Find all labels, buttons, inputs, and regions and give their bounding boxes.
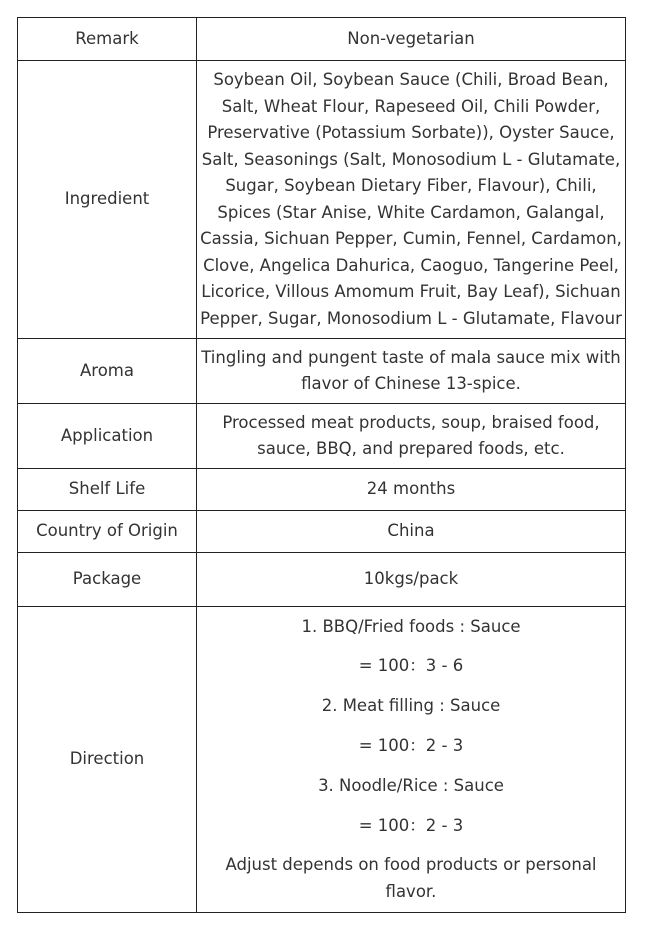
remark-label: Remark <box>18 18 197 61</box>
row-direction <box>18 607 626 913</box>
row-country-of-origin <box>18 511 626 553</box>
shelf-life-value: 24 months <box>197 469 626 511</box>
direction-line: 2. Meat filling : Sauce <box>321 696 501 716</box>
row-remark <box>18 18 626 61</box>
direction-line: = 100：2 - 3 <box>358 815 464 835</box>
application-label: Application <box>18 404 197 469</box>
application-value: Processed meat products, soup, braised food, sauce, BBQ, and prepared foods, etc. <box>197 404 626 469</box>
row-package <box>18 553 626 607</box>
aroma-label: Aroma <box>18 339 197 404</box>
direction-value <box>197 607 626 913</box>
package-value: 10kgs/pack <box>197 553 626 607</box>
direction-note: Adjust depends on food products or personal flavor. <box>225 855 597 901</box>
country-of-origin-value: China <box>197 511 626 553</box>
row-aroma <box>18 339 626 404</box>
ingredient-label: Ingredient <box>18 61 197 339</box>
direction-line: 3. Noodle/Rice : Sauce <box>318 775 504 795</box>
shelf-life-label: Shelf Life <box>18 469 197 511</box>
direction-line: = 100：2 - 3 <box>358 736 464 755</box>
row-ingredient <box>18 61 626 339</box>
remark-value: Non-vegetarian <box>197 18 626 61</box>
direction-line: 1. BBQ/Fried foods : Sauce <box>301 616 521 636</box>
row-application <box>18 404 626 469</box>
country-of-origin-label: Country of Origin <box>18 511 197 553</box>
row-shelf-life <box>18 469 626 511</box>
ingredient-value: Soybean Oil, Soybean Sauce (Chili, Broad Bean, Salt, Wheat Flour, Rapeseed Oil, Chili Powder, Preservative (Potassium Sorbate)), Oyster Sauce, Salt, Seasonings (Salt, Monosodium L - Glutamate, Sugar, Soybean Dietary Fiber, Flavour), Chili, Spices (Star Anise, White Cardamon, Galangal, Cassia, Sichuan Pepper, Cumin, Fennel, Cardamon, Clove, Angelica Dahurica, Caoguo, Tangerine Peel, Licorice, Villous Amomum Fruit, Bay Leaf), Sichuan Pepper, Sugar, Monosodium L - Glutamate, Flavour <box>197 61 626 339</box>
spec-table <box>17 17 626 913</box>
direction-line: = 100：3 - 6 <box>358 656 464 676</box>
aroma-value: Tingling and pungent taste of mala sauce mix with flavor of Chinese 13-spice. <box>197 339 626 404</box>
package-label: Package <box>18 553 197 607</box>
direction-label: Direction <box>18 607 197 913</box>
